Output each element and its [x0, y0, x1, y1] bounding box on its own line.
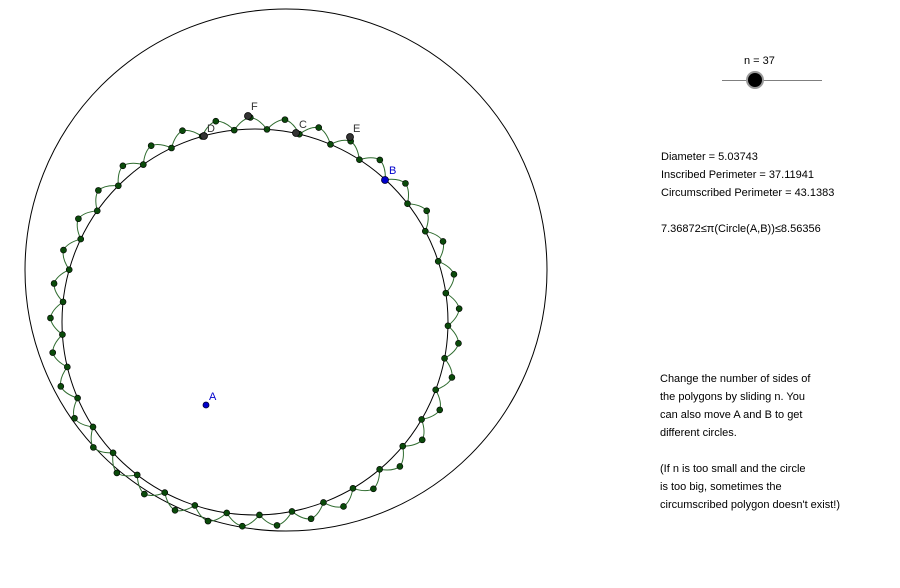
polygon-vertex: [256, 512, 262, 518]
polygon-vertex: [172, 507, 178, 513]
label-e: E: [353, 123, 361, 135]
label-c: C: [299, 119, 307, 131]
polygon-vertex: [141, 491, 147, 497]
polygon-vertex: [456, 306, 462, 312]
point-b[interactable]: [382, 177, 389, 184]
polygon-vertex: [327, 141, 333, 147]
polygon-vertex: [110, 450, 116, 456]
polygon-vertex: [90, 444, 96, 450]
diameter-text: Diameter = 5.03743: [661, 151, 758, 163]
label-d: D: [207, 123, 215, 135]
polygon-vertex: [289, 508, 295, 514]
note-text: [660, 460, 840, 514]
slider-n-knob[interactable]: [748, 73, 762, 87]
polygon-vertex: [66, 267, 72, 273]
polygon-vertex: [205, 518, 211, 524]
polygon-vertex: [94, 208, 100, 214]
polygon-vertex: [377, 466, 383, 472]
polygon-vertex: [60, 299, 66, 305]
pi-bounds-text: 7.36872≤π(Circle(A,B))≤8.56356: [661, 223, 821, 235]
instructions-line: Change the number of sides of: [660, 373, 811, 385]
polygon-vertex: [120, 163, 126, 169]
polygon-vertex: [397, 463, 403, 469]
polygon-vertex: [443, 290, 449, 296]
polygon-vertex: [405, 201, 411, 207]
polygon-vertex: [320, 499, 326, 505]
polygon-vertex: [192, 502, 198, 508]
polygon-vertex: [60, 247, 66, 253]
instructions-line: the polygons by sliding n. You: [660, 391, 805, 403]
polygon-vertex: [162, 490, 168, 496]
instructions-text: [660, 370, 810, 442]
polygon-vertex: [419, 437, 425, 443]
label-f: F: [251, 101, 258, 113]
polygon-vertex: [140, 162, 146, 168]
polygon-vertex: [78, 236, 84, 242]
polygon-vertex: [308, 516, 314, 522]
slider-n-track[interactable]: [722, 80, 822, 81]
polygon-vertex: [422, 228, 428, 234]
polygon-vertex: [224, 510, 230, 516]
polygon-vertex: [455, 340, 461, 346]
polygon-vertex: [445, 323, 451, 329]
label-a: A: [209, 391, 217, 403]
polygon-vertex: [75, 395, 81, 401]
polygon-vertex: [419, 416, 425, 422]
polygon-vertex: [59, 332, 65, 338]
polygon-vertex: [51, 280, 57, 286]
polygon-vertex: [50, 350, 56, 356]
note-line: is too big, sometimes the: [660, 481, 782, 493]
polygon-vertex: [440, 238, 446, 244]
note-line: (If n is too small and the circle: [660, 463, 806, 475]
polygon-vertex: [356, 157, 362, 163]
polygon-vertices: [47, 114, 462, 529]
polygon-vertex: [71, 415, 77, 421]
polygon-vertex: [435, 258, 441, 264]
point-f[interactable]: [245, 113, 252, 120]
polygon-vertex: [169, 145, 175, 151]
polygon-vertex: [424, 208, 430, 214]
polygon-vertex: [442, 355, 448, 361]
measurements-panel: [661, 148, 834, 202]
polygon-vertex: [179, 128, 185, 134]
polygon-vertex: [239, 523, 245, 529]
polygon-vertex: [264, 126, 270, 132]
polygon-vertex: [115, 183, 121, 189]
polygon-vertex: [148, 143, 154, 149]
inscribed-perimeter-text: Inscribed Perimeter = 37.11941: [661, 169, 814, 181]
polygon-vertex: [64, 364, 70, 370]
polygon-vertex: [402, 180, 408, 186]
polygon-vertex: [451, 271, 457, 277]
polygon-vertex: [282, 117, 288, 123]
instructions-line: different circles.: [660, 427, 737, 439]
outer-circle: [25, 9, 547, 531]
polygon-vertex: [274, 522, 280, 528]
label-b: B: [389, 165, 397, 177]
polygon-vertex: [449, 374, 455, 380]
polygon-vertex: [400, 443, 406, 449]
polygon-vertex: [58, 383, 64, 389]
polygon-vertex: [47, 315, 53, 321]
polygon-vertex: [95, 187, 101, 193]
polygon-vertex: [377, 157, 383, 163]
note-line: circumscribed polygon doesn't exist!): [660, 499, 841, 511]
polygon-vertex: [370, 486, 376, 492]
polygon-vertex: [341, 503, 347, 509]
polygon-vertex: [114, 470, 120, 476]
polygon-vertex: [90, 424, 96, 430]
polygon-vertex: [316, 125, 322, 131]
instructions-line: can also move A and B to get: [660, 409, 803, 421]
polygon-vertex: [437, 407, 443, 413]
polygon-vertex: [231, 127, 237, 133]
polygon-vertex: [134, 472, 140, 478]
polygon-vertex: [350, 485, 356, 491]
slider-n-label: n = 37: [744, 55, 775, 67]
polygon-vertex: [75, 216, 81, 222]
circumscribed-perimeter-text: Circumscribed Perimeter = 43.1383: [661, 187, 835, 199]
polygon-vertex: [433, 387, 439, 393]
